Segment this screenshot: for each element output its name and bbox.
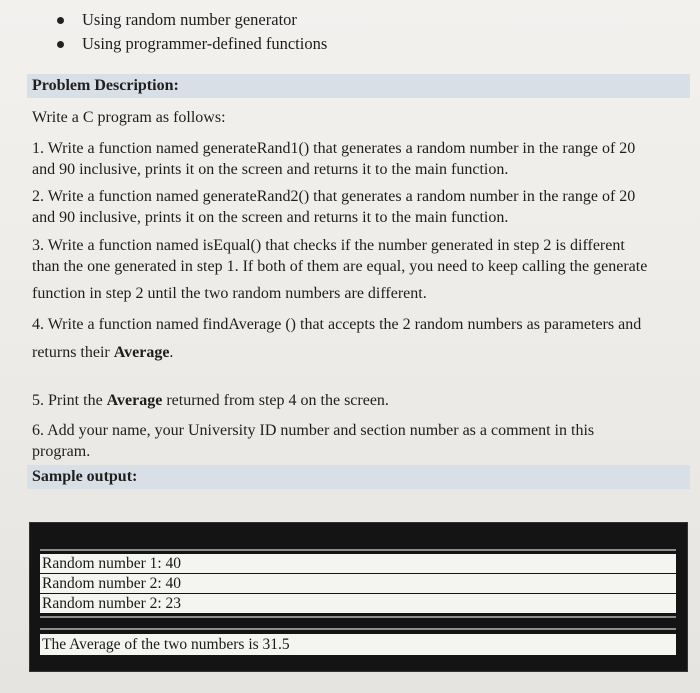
divider (40, 549, 676, 551)
step-5 (32, 390, 682, 411)
step-1 (32, 138, 682, 180)
step-2-line: 2. Write a function named generateRand2() that generates a random number in the range of 20 (32, 188, 636, 205)
problem-description-heading: Problem Description: (27, 74, 690, 98)
step-1-line: and 90 inclusive, prints it on the screen and returns it to the main function. (32, 161, 509, 178)
step-2 (32, 186, 682, 228)
output-line: Random number 1: 40 (40, 554, 676, 573)
step-4-text: . (169, 344, 174, 361)
step-5-text: returned from step 4 on the screen. (162, 392, 389, 409)
step-4 (32, 314, 682, 363)
step-6-line: program. (32, 443, 91, 460)
sample-output-console (29, 522, 688, 672)
step-4-line (32, 342, 682, 363)
divider (40, 616, 676, 618)
output-line: Random number 2: 40 (40, 574, 676, 593)
output-result-line: The Average of the two numbers is 31.5 (40, 634, 676, 655)
step-1-line: 1. Write a function named generateRand1() that generates a random number in the range of 20 (32, 140, 636, 157)
step-4-line: 4. Write a function named findAverage () that accepts the 2 random numbers as parameters and (32, 316, 642, 333)
bullet-item: Using programmer-defined functions (52, 32, 327, 56)
step-3-line: function in step 2 until the two random numbers are different. (32, 285, 427, 302)
output-line: Random number 2: 23 (40, 594, 676, 613)
step-6-line: 6. Add your name, your University ID number and section number as a comment in this (32, 422, 595, 439)
step-3-line: 3. Write a function named isEqual() that checks if the number generated in step 2 is different (32, 237, 625, 254)
topic-bullet-list (52, 8, 327, 56)
step-2-line: and 90 inclusive, prints it on the screen and returns it to the main function. (32, 209, 509, 226)
step-3 (32, 235, 682, 304)
bullet-item: Using random number generator (52, 8, 327, 32)
average-keyword: Average (106, 392, 163, 409)
step-6 (32, 420, 682, 462)
step-5-text: 5. Print the (32, 392, 107, 409)
divider (40, 628, 676, 630)
intro-text: Write a C program as follows: (32, 109, 226, 126)
step-4-text: returns their (32, 344, 114, 361)
average-keyword: Average (113, 344, 170, 361)
step-3-line: than the one generated in step 1. If both of them are equal, you need to keep calling the generate (32, 258, 648, 275)
sample-output-heading: Sample output: (27, 465, 690, 489)
